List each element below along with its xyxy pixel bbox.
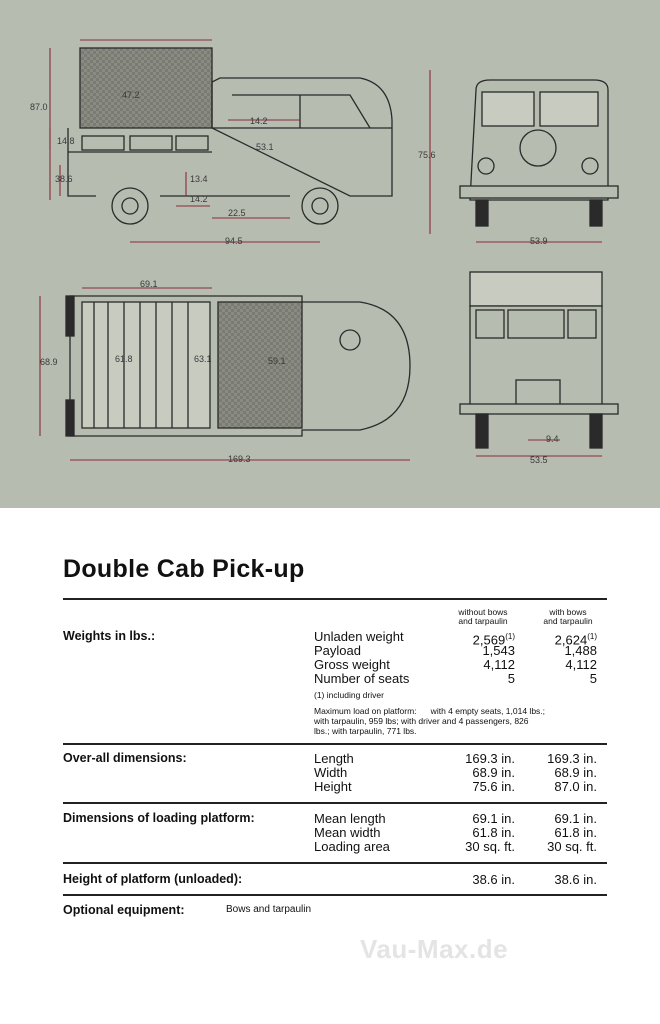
spec-label: Length <box>314 751 354 766</box>
spec-label: Gross weight <box>314 657 390 672</box>
column-header-line: and tarpaulin <box>458 616 508 626</box>
dim-label: 63.1 <box>194 354 212 364</box>
spec-value: 68.9 in. <box>554 765 597 780</box>
spec-value: 1,543 <box>482 643 515 658</box>
dim-label: 14.8 <box>57 136 75 146</box>
footnote-marker: (1) <box>505 632 515 641</box>
divider <box>63 862 607 864</box>
column-header-line: and tarpaulin <box>543 616 593 626</box>
footnote-marker: (1) <box>587 632 597 641</box>
side-view-drawing <box>68 48 392 224</box>
spec-value: 4,112 <box>565 657 597 672</box>
spec-value: 169.3 in. <box>547 751 597 766</box>
max-load-line: with tarpaulin, 959 lbs; with driver and 4 passengers, 826 <box>314 716 529 726</box>
section-heading-height-platform: Height of platform (unloaded): <box>63 872 243 886</box>
dim-label: 22.5 <box>228 208 246 218</box>
max-load-note <box>314 706 610 736</box>
dim-label: 14.2 <box>190 194 208 204</box>
front-view-drawing <box>460 80 618 226</box>
spec-label: Loading area <box>314 839 390 854</box>
dim-label: 38.6 <box>55 174 73 184</box>
dim-label: 59.1 <box>268 356 286 366</box>
spec-label: Number of seats <box>314 671 410 686</box>
spec-value: 5 <box>507 671 515 686</box>
divider <box>63 743 607 745</box>
dim-label: 68.9 <box>40 357 58 367</box>
spec-value: 38.6 in. <box>554 872 597 887</box>
section-heading-optional: Optional equipment: <box>63 903 185 917</box>
spec-label: Width <box>314 765 348 780</box>
dim-label: 94.5 <box>225 236 243 246</box>
optional-equipment-value: Bows and tarpaulin <box>226 904 312 915</box>
column-header-without-bows <box>440 608 526 626</box>
dim-label: 69.1 <box>140 279 158 289</box>
section-heading-weights: Weights in lbs.: <box>63 629 156 643</box>
page-title: Double Cab Pick-up <box>63 555 305 583</box>
section-heading-overall: Over-all dimensions: <box>63 751 187 765</box>
spec-value: 4,112 <box>483 657 515 672</box>
dim-label: 61.8 <box>115 354 133 364</box>
divider <box>63 802 607 804</box>
max-load-line: lbs.; with tarpaulin, 771 lbs. <box>314 726 417 736</box>
technical-drawings <box>0 0 660 508</box>
spec-value-number: 2,624 <box>554 632 588 648</box>
spec-value: 68.9 in. <box>472 765 515 780</box>
spec-value: 69.1 in. <box>554 811 597 826</box>
watermark: Vau-Max.de <box>360 934 509 964</box>
spec-label: Height <box>314 779 352 794</box>
section-heading-platform: Dimensions of loading platform: <box>63 811 255 825</box>
max-load-line: Maximum load on platform: with 4 empty seats, 1,014 lbs.; <box>314 706 546 716</box>
dim-label: 53.1 <box>256 142 274 152</box>
rear-view-drawing <box>460 272 618 448</box>
dim-label: 47.2 <box>122 90 140 100</box>
footnote: (1) including driver <box>314 690 384 700</box>
spec-label: Mean width <box>314 825 381 840</box>
divider <box>63 598 607 600</box>
column-header-line: with bows <box>549 607 587 617</box>
spec-label: Mean length <box>314 811 386 826</box>
spec-value: 169.3 in. <box>465 751 515 766</box>
spec-value: 75.6 in. <box>472 779 515 794</box>
vehicle-drawings-svg <box>0 0 660 508</box>
dim-label: 14.2 <box>250 116 268 126</box>
spec-value-number: 2,569 <box>472 632 506 648</box>
dim-label: 87.0 <box>30 102 48 112</box>
spec-value: 87.0 in. <box>554 779 597 794</box>
spec-value: 30 sq. ft. <box>547 839 597 854</box>
top-view-drawing <box>66 296 410 436</box>
dim-label: 53.5 <box>530 455 548 465</box>
dim-label: 53.9 <box>530 236 548 246</box>
spec-value: 1,488 <box>564 643 597 658</box>
dim-label: 9.4 <box>546 434 559 444</box>
column-header-line: without bows <box>458 607 508 617</box>
spec-value: 61.8 in. <box>554 825 597 840</box>
spec-value: 5 <box>589 671 597 686</box>
dim-label: 169.3 <box>228 454 251 464</box>
dim-label: 13.4 <box>190 174 208 184</box>
spec-label: Payload <box>314 643 361 658</box>
divider <box>63 894 607 896</box>
dim-label: 75.6 <box>418 150 436 160</box>
spec-value: 30 sq. ft. <box>465 839 515 854</box>
spec-value: 38.6 in. <box>472 872 515 887</box>
spec-value: 61.8 in. <box>472 825 515 840</box>
column-header-with-bows <box>528 608 608 626</box>
spec-value: 69.1 in. <box>472 811 515 826</box>
spec-label: Unladen weight <box>314 629 404 644</box>
